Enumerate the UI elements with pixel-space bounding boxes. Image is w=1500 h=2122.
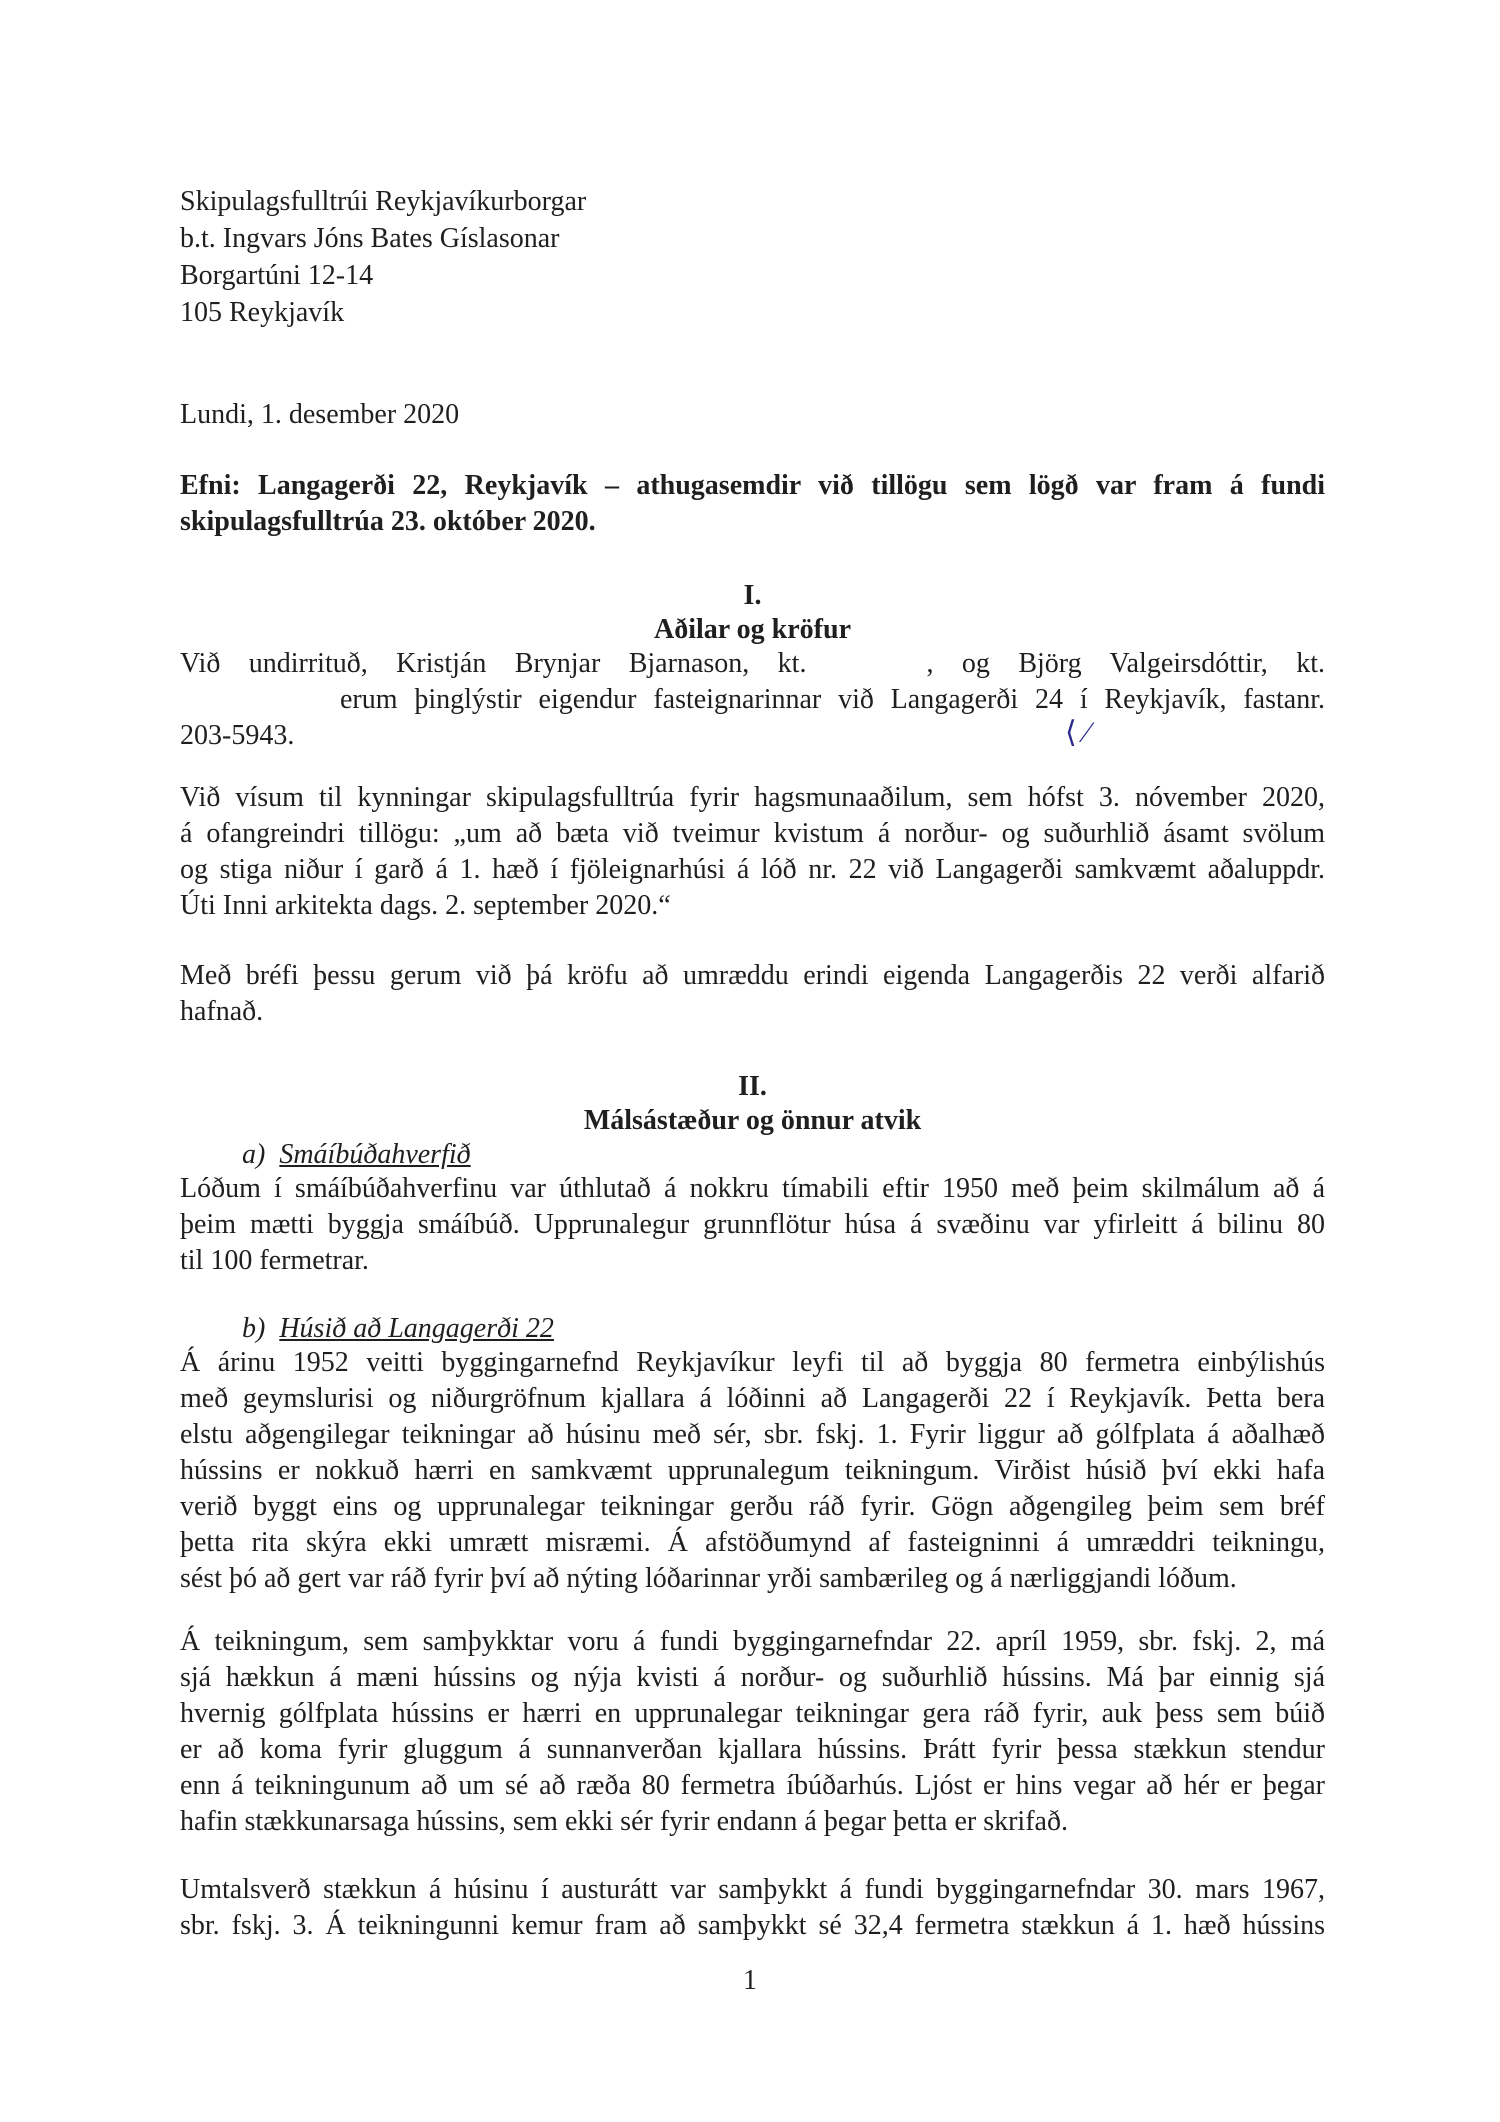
paragraph-line: Úti Inni arkitekta dags. 2. september 2020.“	[180, 890, 671, 921]
paragraph-line: er að koma fyrir gluggum á sunnanverðan kjallara hússins. Þrátt fyrir þessa stækkun stendur	[180, 1734, 1325, 1765]
recipient-line: 105 Reykjavík	[180, 297, 345, 328]
handwritten-mark: ⟨ ⁄	[1065, 716, 1090, 749]
subsection-b-paragraph-3	[180, 1872, 1325, 1944]
paragraph-line: sést þó að gert var ráð fyrir því að nýting lóðarinnar yrði sambærileg og á nærliggjandi lóðum.	[180, 1563, 1237, 1594]
section-2-numeral: II.	[738, 1071, 767, 1102]
subsection-b-paragraph-1	[180, 1345, 1325, 1597]
recipient-address	[180, 183, 1325, 331]
paragraph-line: þetta rita skýra ekki umrætt misræmi. Á afstöðumynd af fasteigninni á umræddri teikningu,	[180, 1527, 1325, 1558]
subject	[180, 468, 1325, 540]
recipient-line: b.t. Ingvars Jóns Bates Gíslasonar	[180, 223, 560, 254]
paragraph-line: og stiga niður í garð á 1. hæð í fjöleignarhúsi á lóð nr. 22 við Langagerði samkvæmt aðaluppdr.	[180, 854, 1325, 885]
subsection-b-paragraph-2	[180, 1624, 1325, 1840]
paragraph-line: Við vísum til kynningar skipulagsfulltrúa fyrir hagsmunaaðilum, sem hófst 3. nóvember 2020,	[180, 782, 1325, 813]
paragraph-line: til 100 fermetrar.	[180, 1245, 369, 1276]
section-1-paragraph-demand	[180, 958, 1325, 1030]
paragraph-line: sbr. fskj. 3. Á teikningunni kemur fram að samþykkt sé 32,4 fermetra stækkun á 1. hæð hússins	[180, 1910, 1325, 1941]
paragraph-line: hússins er nokkuð hærri en samkvæmt upprunalegum teikningum. Virðist húsið því ekki hafa	[180, 1455, 1325, 1486]
paragraph-line: Umtalsverð stækkun á húsinu í austurátt var samþykkt á fundi byggingarnefndar 30. mars 1967,	[180, 1874, 1325, 1905]
paragraph-line: hafin stækkunarsaga hússins, sem ekki sér fyrir endann á þegar þetta er skrifað.	[180, 1806, 1068, 1837]
recipient-line: Borgartúni 12-14	[180, 260, 374, 291]
paragraph-line: Lóðum í smáíbúðahverfinu var úthlutað á nokkru tímabili eftir 1950 með þeim skilmálum að á	[180, 1173, 1325, 1204]
paragraph-line: hvernig gólfplata hússins er hærri en upprunalegar teikningar gera ráð fyrir, auk þess sem búið	[180, 1698, 1325, 1729]
paragraph-line: á ofangreindri tillögu: „um að bæta við tveimur kvistum á norður- og suðurhlið ásamt svölum	[180, 818, 1325, 849]
subject-line: Efni: Langagerði 22, Reykjavík – athugasemdir við tillögu sem lögð var fram á fundi	[180, 470, 1325, 501]
subsection-a-heading: a) Smáíbúðahverfið	[242, 1139, 471, 1170]
section-1-title: Aðilar og kröfur	[653, 614, 852, 645]
paragraph-line: Við undirrituð, Kristján Brynjar Bjarnason, kt. , og Björg Valgeirsdóttir, kt.	[180, 648, 1325, 679]
paragraph-line: hafnað.	[180, 996, 264, 1027]
section-2-title: Málsástæður og önnur atvik	[583, 1105, 922, 1136]
subject-line: skipulagsfulltrúa 23. október 2020.	[180, 506, 596, 537]
paragraph-line: með geymslurisi og niðurgröfnum kjallara á lóðinni að Langagerði 22 í Reykjavík. Þetta bera	[180, 1383, 1325, 1414]
paragraph-line: Með bréfi þessu gerum við þá kröfu að umræddu erindi eigenda Langagerðis 22 verði alfarið	[180, 960, 1325, 991]
paragraph-line: elstu aðgengilegar teikningar að húsinu með sér, sbr. fskj. 1. Fyrir liggur að gólfplata á aðalhæð	[180, 1419, 1325, 1450]
subsection-a-paragraph	[180, 1171, 1325, 1279]
page-number: 1	[743, 1965, 757, 1996]
place-date: Lundi, 1. desember 2020	[180, 399, 460, 430]
paragraph-line: verið byggt eins og upprunalegar teikningar gerðu ráð fyrir. Gögn aðgengileg þeim sem bréf	[180, 1491, 1325, 1522]
paragraph-line: 203-5943.	[180, 720, 295, 751]
subsection-b-heading: b) Húsið að Langagerði 22	[242, 1313, 554, 1344]
section-1-paragraph-parties	[180, 646, 1325, 754]
section-1-paragraph-intro	[180, 780, 1325, 924]
paragraph-line: þeim mætti byggja smáíbúð. Upprunalegur grunnflötur húsa á svæðinu var yfirleitt á bilinu 80	[180, 1209, 1325, 1240]
section-1-numeral: I.	[743, 580, 762, 611]
paragraph-line: sjá hækkun á mæni hússins og nýja kvisti á norður- og suðurhlið hússins. Má þar einnig sjá	[180, 1662, 1325, 1693]
paragraph-line: erum þinglýstir eigendur fasteignarinnar við Langagerði 24 í Reykjavík, fastanr.	[340, 684, 1325, 715]
paragraph-line: enn á teikningunum að um sé að ræða 80 fermetra íbúðarhús. Ljóst er hins vegar að hér er þegar	[180, 1770, 1325, 1801]
paragraph-line: Á teikningum, sem samþykktar voru á fundi byggingarnefndar 22. apríl 1959, sbr. fskj. 2, má	[180, 1626, 1325, 1657]
recipient-line: Skipulagsfulltrúi Reykjavíkurborgar	[180, 186, 587, 217]
paragraph-line: Á árinu 1952 veitti byggingarnefnd Reykjavíkur leyfi til að byggja 80 fermetra einbýlishús	[180, 1347, 1325, 1378]
